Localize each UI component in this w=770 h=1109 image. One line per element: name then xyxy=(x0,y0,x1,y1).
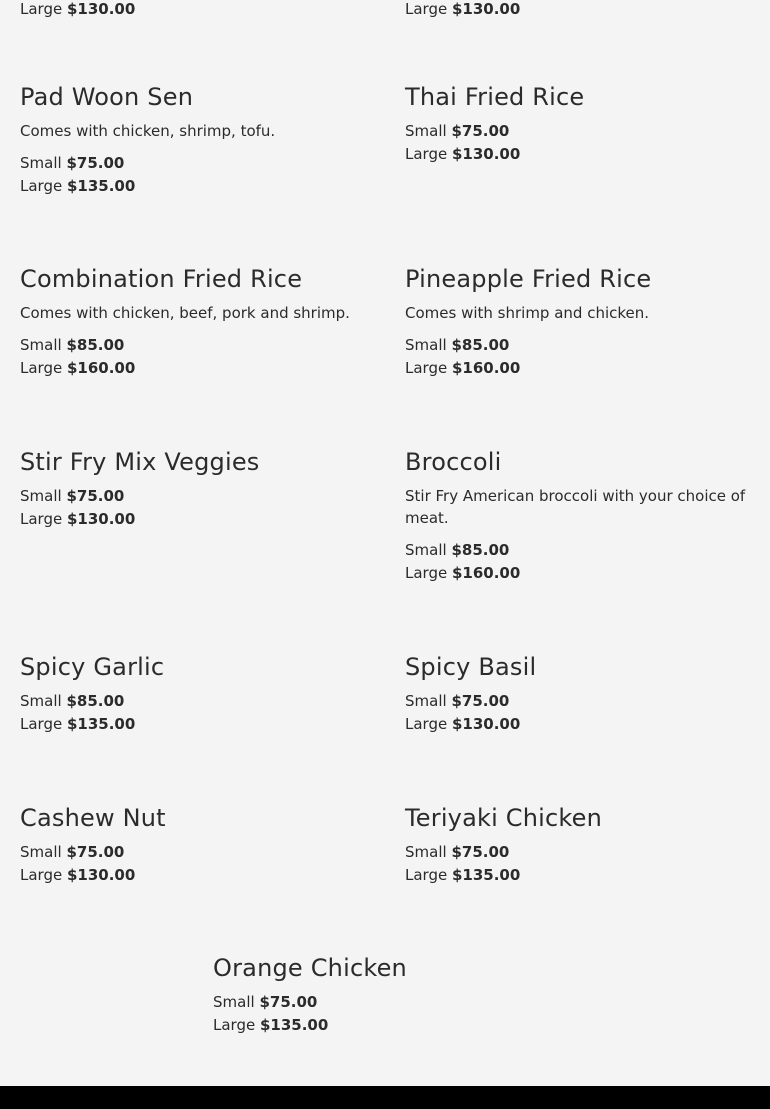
size-price: $85.00 xyxy=(66,692,125,710)
price-small xyxy=(405,690,750,713)
size-price: $130.00 xyxy=(66,865,136,884)
price-large xyxy=(405,713,750,736)
price-large xyxy=(405,562,750,585)
menu-item xyxy=(20,82,365,197)
size-price: $75.00 xyxy=(66,154,125,172)
price-large xyxy=(405,0,750,21)
size-price: $75.00 xyxy=(259,993,318,1011)
size-label: Large xyxy=(405,144,448,163)
item-name: Cashew Nut xyxy=(20,804,166,832)
item-name: Teriyaki Chicken xyxy=(405,804,603,832)
price-large xyxy=(20,175,365,198)
size-label: Large xyxy=(405,0,448,18)
size-price: $130.00 xyxy=(451,0,521,18)
size-price: $160.00 xyxy=(451,563,521,582)
price-large xyxy=(20,864,365,887)
menu-item xyxy=(20,652,365,735)
size-label: Small xyxy=(405,541,447,559)
price-large xyxy=(20,713,365,736)
item-name: Pad Woon Sen xyxy=(20,83,194,111)
size-label: Large xyxy=(405,358,448,377)
menu-item xyxy=(20,803,365,886)
price-small xyxy=(405,539,750,562)
price-large xyxy=(405,143,750,166)
size-label: Small xyxy=(405,843,447,861)
menu-item-partial-right xyxy=(405,0,750,21)
size-label: Small xyxy=(20,487,62,505)
price-small xyxy=(20,152,365,175)
menu-item xyxy=(405,264,750,379)
size-label: Small xyxy=(405,336,447,354)
price-small xyxy=(20,841,365,864)
menu-item xyxy=(405,803,750,886)
menu-item xyxy=(405,652,750,735)
size-label: Small xyxy=(20,336,62,354)
menu-item xyxy=(213,953,558,1036)
size-price: $135.00 xyxy=(66,714,136,733)
item-name: Thai Fried Rice xyxy=(405,83,585,111)
price-large xyxy=(405,357,750,380)
size-label: Large xyxy=(20,176,63,195)
size-price: $75.00 xyxy=(66,843,125,861)
size-price: $85.00 xyxy=(66,336,125,354)
price-large xyxy=(213,1014,558,1037)
price-small xyxy=(405,841,750,864)
item-name: Stir Fry Mix Veggies xyxy=(20,448,260,476)
size-label: Large xyxy=(20,358,63,377)
size-label: Small xyxy=(20,692,62,710)
item-name: Orange Chicken xyxy=(213,954,407,982)
item-description: Comes with shrimp and chicken. xyxy=(405,304,650,322)
price-large xyxy=(20,508,365,531)
item-name: Combination Fried Rice xyxy=(20,265,303,293)
menu-item xyxy=(20,264,365,379)
size-label: Small xyxy=(405,692,447,710)
price-small xyxy=(20,690,365,713)
size-price: $75.00 xyxy=(451,843,510,861)
item-description: Comes with chicken, beef, pork and shrimp. xyxy=(20,304,350,322)
size-price: $130.00 xyxy=(66,509,136,528)
item-name: Spicy Garlic xyxy=(20,653,165,681)
size-price: $130.00 xyxy=(66,0,136,18)
size-label: Large xyxy=(20,0,63,18)
size-label: Small xyxy=(405,122,447,140)
size-label: Large xyxy=(213,1015,256,1034)
size-label: Small xyxy=(20,154,62,172)
size-label: Large xyxy=(20,714,63,733)
price-large xyxy=(405,864,750,887)
footer-bar xyxy=(0,1086,770,1109)
size-price: $85.00 xyxy=(451,336,510,354)
item-name: Spicy Basil xyxy=(405,653,537,681)
item-description: Comes with chicken, shrimp, tofu. xyxy=(20,122,276,140)
price-small xyxy=(405,334,750,357)
size-price: $130.00 xyxy=(451,144,521,163)
size-price: $75.00 xyxy=(451,122,510,140)
size-label: Large xyxy=(405,563,448,582)
size-label: Large xyxy=(405,714,448,733)
price-small xyxy=(213,991,558,1014)
item-name: Broccoli xyxy=(405,448,502,476)
size-label: Large xyxy=(20,509,63,528)
item-description: Stir Fry American broccoli with your choice of meat. xyxy=(405,487,746,527)
size-price: $160.00 xyxy=(451,358,521,377)
size-label: Small xyxy=(213,993,255,1011)
price-small xyxy=(405,120,750,143)
size-price: $135.00 xyxy=(66,176,136,195)
size-label: Large xyxy=(405,865,448,884)
size-price: $75.00 xyxy=(66,487,125,505)
menu-item-partial-left xyxy=(20,0,365,21)
size-price: $135.00 xyxy=(451,865,521,884)
size-price: $85.00 xyxy=(451,541,510,559)
price-large xyxy=(20,357,365,380)
menu-item xyxy=(405,82,750,165)
item-name: Pineapple Fried Rice xyxy=(405,265,652,293)
price-small xyxy=(20,485,365,508)
menu-item xyxy=(405,447,750,584)
menu-item xyxy=(20,447,365,530)
price-large xyxy=(20,0,365,21)
size-price: $160.00 xyxy=(66,358,136,377)
size-price: $135.00 xyxy=(259,1015,329,1034)
size-price: $130.00 xyxy=(451,714,521,733)
size-price: $75.00 xyxy=(451,692,510,710)
size-label: Small xyxy=(20,843,62,861)
price-small xyxy=(20,334,365,357)
size-label: Large xyxy=(20,865,63,884)
